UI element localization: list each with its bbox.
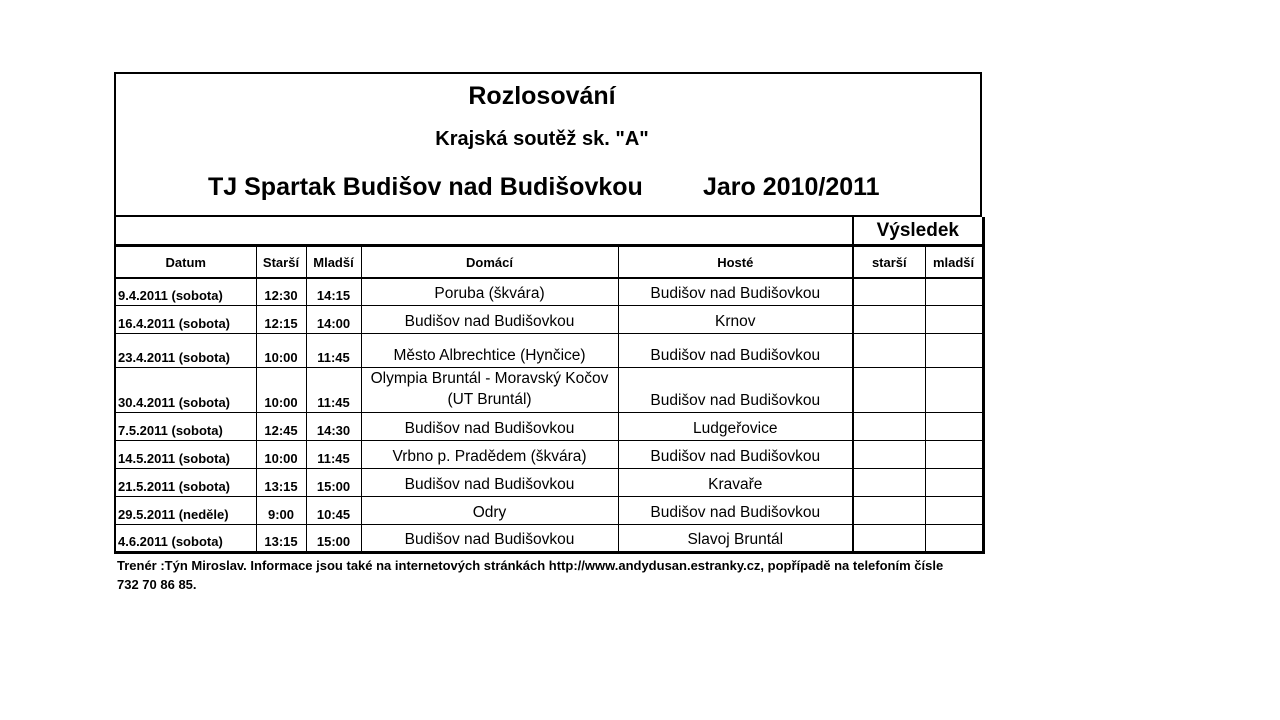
match-time-starsi: 9:00 <box>256 496 306 524</box>
match-time-mladsi: 15:00 <box>306 524 361 552</box>
result-starsi-cell <box>853 468 925 496</box>
match-date: 4.6.2011 (sobota) <box>115 524 256 552</box>
col-header-result-starsi: starší <box>853 246 925 279</box>
result-starsi-cell <box>853 496 925 524</box>
page-title: Rozlosování <box>468 82 616 110</box>
match-time-mladsi: 10:45 <box>306 496 361 524</box>
match-home-team: Odry <box>361 496 618 524</box>
match-away-team: Budišov nad Budišovkou <box>618 367 853 412</box>
match-time-mladsi: 11:45 <box>306 367 361 412</box>
results-spacer <box>115 217 853 246</box>
match-time-starsi: 13:15 <box>256 468 306 496</box>
schedule-table <box>114 217 985 554</box>
result-mladsi-cell <box>925 333 983 367</box>
table-row <box>115 367 983 412</box>
table-row <box>115 468 983 496</box>
col-header-domaci: Domácí <box>361 246 618 279</box>
match-away-team: Budišov nad Budišovkou <box>618 278 853 305</box>
match-date: 9.4.2011 (sobota) <box>115 278 256 305</box>
match-time-starsi: 12:15 <box>256 305 306 333</box>
schedule-sheet <box>114 72 982 554</box>
match-time-mladsi: 11:45 <box>306 333 361 367</box>
match-date: 14.5.2011 (sobota) <box>115 440 256 468</box>
match-home-team: Poruba (škvára) <box>361 278 618 305</box>
match-away-team: Budišov nad Budišovkou <box>618 440 853 468</box>
match-date: 30.4.2011 (sobota) <box>115 367 256 412</box>
result-starsi-cell <box>853 412 925 440</box>
results-label: Výsledek <box>853 217 983 246</box>
result-starsi-cell <box>853 440 925 468</box>
match-list <box>115 278 983 552</box>
result-starsi-cell <box>853 278 925 305</box>
match-away-team: Budišov nad Budišovkou <box>618 333 853 367</box>
result-starsi-cell <box>853 367 925 412</box>
match-time-starsi: 12:30 <box>256 278 306 305</box>
result-mladsi-cell <box>925 412 983 440</box>
match-away-team: Ludgeřovice <box>618 412 853 440</box>
result-mladsi-cell <box>925 468 983 496</box>
match-time-mladsi: 14:15 <box>306 278 361 305</box>
match-time-mladsi: 14:30 <box>306 412 361 440</box>
match-time-starsi: 10:00 <box>256 333 306 367</box>
match-time-starsi: 12:45 <box>256 412 306 440</box>
result-mladsi-cell <box>925 305 983 333</box>
results-header-row <box>115 217 983 246</box>
match-time-mladsi: 15:00 <box>306 468 361 496</box>
table-row <box>115 412 983 440</box>
match-time-mladsi: 11:45 <box>306 440 361 468</box>
match-away-team: Budišov nad Budišovkou <box>618 496 853 524</box>
match-date: 21.5.2011 (sobota) <box>115 468 256 496</box>
col-header-result-mladsi: mladší <box>925 246 983 279</box>
result-starsi-cell <box>853 305 925 333</box>
match-time-starsi: 13:15 <box>256 524 306 552</box>
table-row <box>115 278 983 305</box>
footer-note: Trenér :Týn Miroslav. Informace jsou také na internetových stránkách http://www.andydusan.estranky.cz, popřípadě na telefoním čísle 732 70 86 85. <box>117 558 944 592</box>
match-date: 16.4.2011 (sobota) <box>115 305 256 333</box>
match-away-team: Kravaře <box>618 468 853 496</box>
result-starsi-cell <box>853 524 925 552</box>
match-home-team: Budišov nad Budišovkou <box>361 412 618 440</box>
match-home-team: Vrbno p. Pradědem (škvára) <box>361 440 618 468</box>
col-header-mladsi: Mladší <box>306 246 361 279</box>
match-home-team: Budišov nad Budišovkou <box>361 468 618 496</box>
result-mladsi-cell <box>925 367 983 412</box>
match-time-starsi: 10:00 <box>256 440 306 468</box>
col-header-starsi: Starší <box>256 246 306 279</box>
competition-subtitle: Krajská soutěž sk. "A" <box>435 128 649 150</box>
result-mladsi-cell <box>925 496 983 524</box>
match-home-team: Olympia Bruntál - Moravský Kočov (UT Bruntál) <box>361 367 618 412</box>
match-time-starsi: 10:00 <box>256 367 306 412</box>
result-mladsi-cell <box>925 440 983 468</box>
match-time-mladsi: 14:00 <box>306 305 361 333</box>
season-label: Jaro 2010/2011 <box>703 173 880 201</box>
table-row <box>115 333 983 367</box>
match-home-team: Budišov nad Budišovkou <box>361 305 618 333</box>
match-home-team: Budišov nad Budišovkou <box>361 524 618 552</box>
result-mladsi-cell <box>925 524 983 552</box>
match-date: 29.5.2011 (neděle) <box>115 496 256 524</box>
column-header-row <box>115 246 983 279</box>
table-row <box>115 524 983 552</box>
match-away-team: Krnov <box>618 305 853 333</box>
match-away-team: Slavoj Bruntál <box>618 524 853 552</box>
col-header-hoste: Hosté <box>618 246 853 279</box>
table-row <box>115 305 983 333</box>
table-row <box>115 440 983 468</box>
result-starsi-cell <box>853 333 925 367</box>
schedule-header <box>114 72 982 217</box>
match-home-team: Město Albrechtice (Hynčice) <box>361 333 618 367</box>
table-row <box>115 496 983 524</box>
col-header-datum: Datum <box>115 246 256 279</box>
match-date: 7.5.2011 (sobota) <box>115 412 256 440</box>
result-mladsi-cell <box>925 278 983 305</box>
match-date: 23.4.2011 (sobota) <box>115 333 256 367</box>
club-name: TJ Spartak Budišov nad Budišovkou <box>208 173 643 201</box>
